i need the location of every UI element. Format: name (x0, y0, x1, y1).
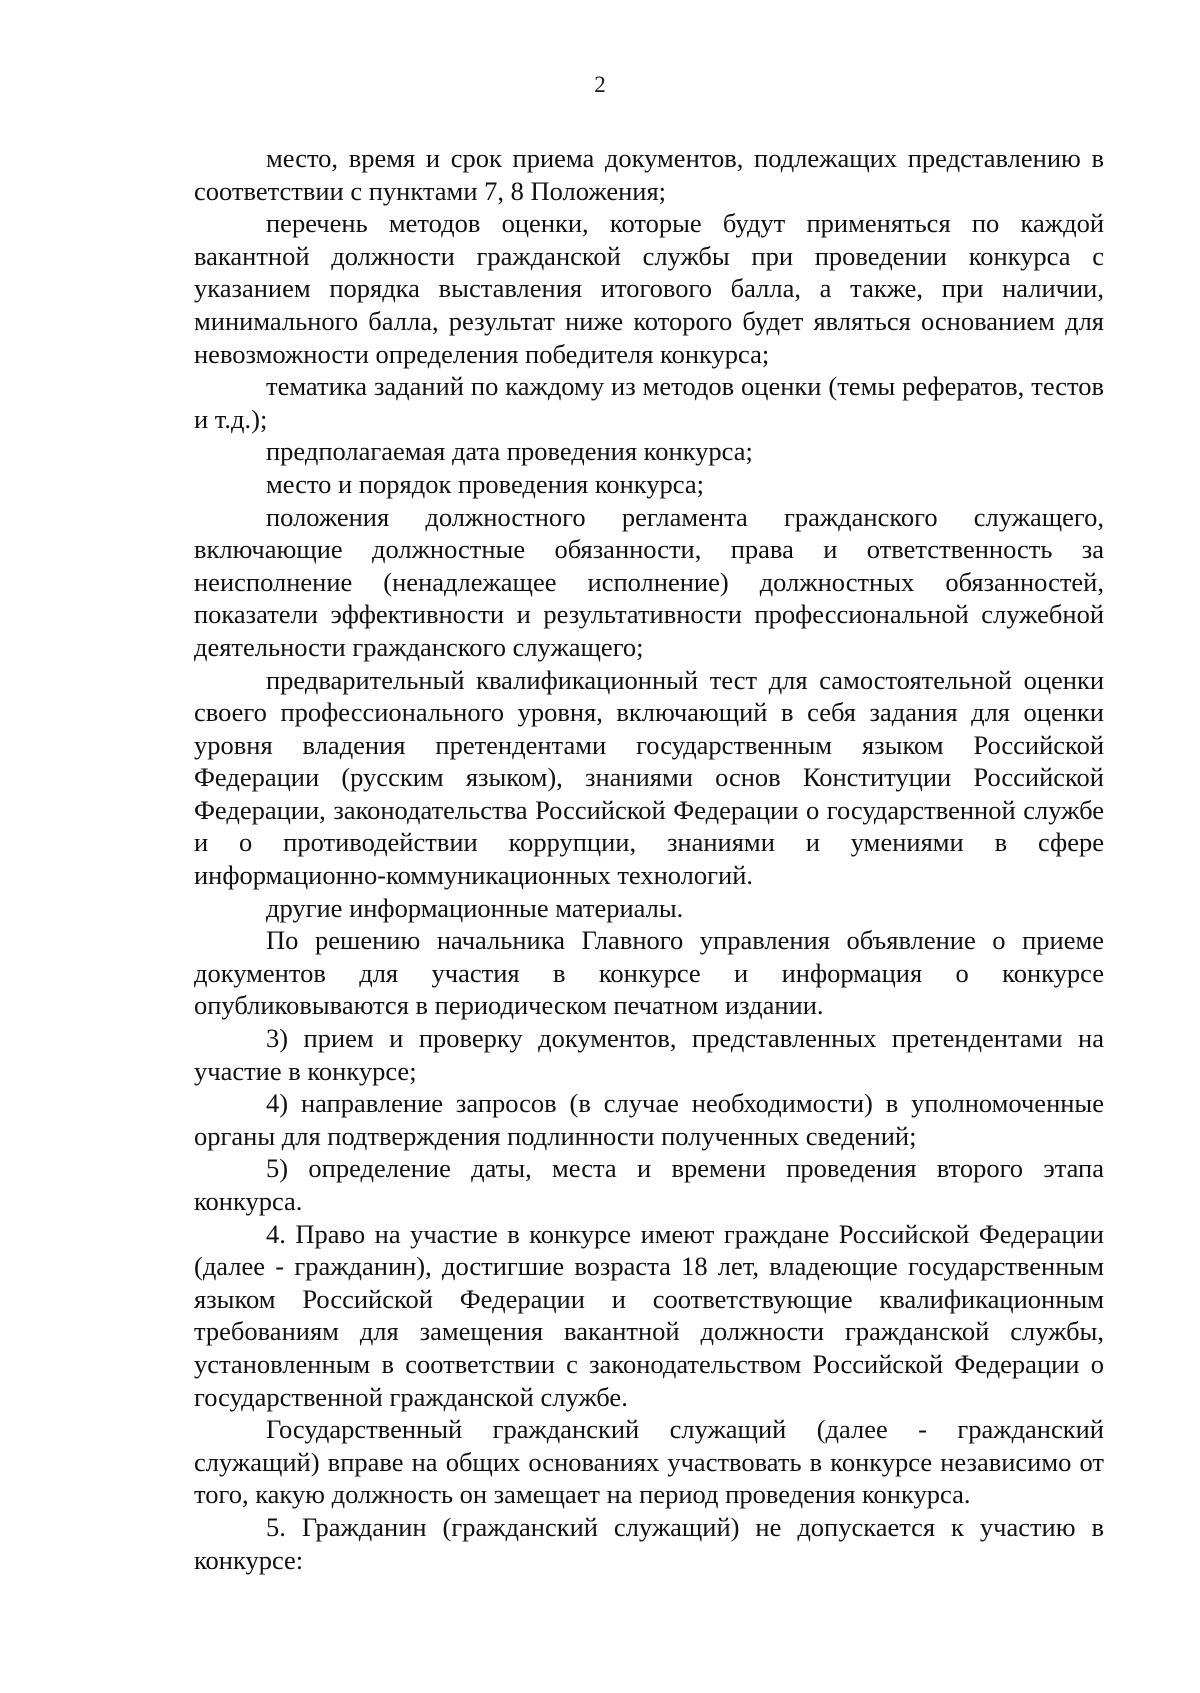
paragraph-section-5: 5. Гражданин (гражданский служащий) не допускается к участию в конкурсе: (194, 1511, 1104, 1575)
paragraph-item-4: 4) направление запросов (в случае необходимости) в уполномоченные органы для подтверждения подлинности полученных сведений; (194, 1088, 1104, 1151)
paragraph-publication: По решению начальника Главного управления объявление о приеме документов для участия в конкурсе и информация о конкурсе опубликовываются в периодическом печатном издании. (194, 925, 1104, 1021)
paragraph-expected-date: предполагаемая дата проведения конкурса; (266, 436, 753, 467)
paragraph-document-submission: место, время и срок приема документов, подлежащих представлению в соответствии с пунктами 7, 8 Положения; (194, 143, 1104, 206)
paragraph-task-topics: тематика заданий по каждому из методов оценки (темы рефератов, тестов и т.д.); (194, 371, 1104, 434)
paragraph-evaluation-methods: перечень методов оценки, которые будут применяться по каждой вакантной должности гражданской службы при проведении конкурса с указанием порядка выставления итогового балла, а также, при наличии, минимального балла, результат ниже которого будет являться основанием для невозможности определения победителя конкурса; (194, 208, 1104, 369)
paragraph-place-and-order: место и порядок проведения конкурса; (266, 468, 705, 499)
paragraph-section-4: 4. Право на участие в конкурсе имеют граждане Российской Федерации (далее - гражданин), достигшие возраста 18 лет, владеющие государственным языком Российской Федерации и соответствующие квалификационным требованиям для замещения вакантной должности гражданской службы, установленным в соответствии с законодательством Российской Федерации о государственной гражданской службе. (194, 1218, 1104, 1412)
paragraph-job-regulations: положения должностного регламента гражданского служащего, включающие должностные обязанности, права и ответственность за неисполнение (ненадлежащее исполнение) должностных обязанностей, показатели эффективности и результативности профессиональной служебной деятельности гражданского служащего; (194, 501, 1104, 662)
paragraph-other-materials: другие информационные материалы. (266, 892, 684, 923)
document-body (194, 142, 1104, 1576)
paragraph-civil-servant: Государственный гражданский служащий (далее - гражданский служащий) вправе на общих основаниях участвовать в конкурсе независимо от того, какую должность он замещает на период проведения конкурса. (194, 1414, 1104, 1510)
page-number: 2 (594, 72, 606, 97)
paragraph-item-3: 3) прием и проверку документов, представленных претендентами на участие в конкурсе; (194, 1023, 1104, 1086)
paragraph-qualification-test: предварительный квалификационный тест для самостоятельной оценки своего профессионального уровня, включающий в себя задания для оценки уровня владения претендентами государственным языком Российской Федерации (русским языком), знаниями основ Конституции Российской Федерации, законодательства Российской Федерации о государственной службе и о противодействии коррупции, знаниями и умениями в сфере информационно-коммуникационных технологий. (194, 664, 1104, 891)
paragraph-item-5: 5) определение даты, места и времени проведения второго этапа конкурса. (194, 1153, 1104, 1216)
